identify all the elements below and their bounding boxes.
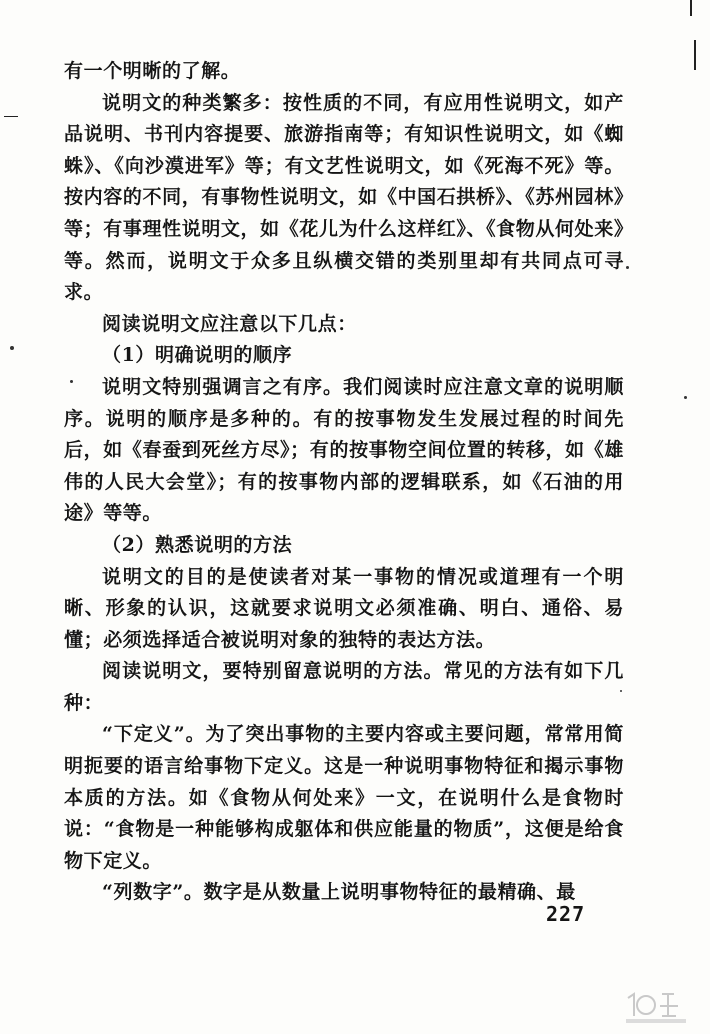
- paragraph-definition-method: “下定义”。为了突出事物的主要内容或主要问题，常常用简明扼要的语言给事物下定义。这是一种说明事物特征和揭示事物本质的方法。如《食物从何处来》一文，在说明什么是食物时说：“食物是一种能够构成躯体和供应能量的物质”，这便是给食物下定义。: [64, 723, 624, 872]
- paragraph-continuation: 有一个明晰的了解。: [64, 60, 241, 82]
- scan-speck: [684, 396, 687, 399]
- scan-speck: [620, 690, 622, 692]
- scan-edge-mark: [4, 116, 18, 117]
- watermark-logo-icon: [622, 986, 698, 1026]
- paragraph-purpose: 说明文的目的是使读者对某一事物的情况或道理有一个明晰、形象的认识，这就要求说明文必须准确、明白、通俗、易懂；必须选择适合被说明对象的独特的表达方法。: [64, 565, 624, 651]
- section-heading-methods: （2）熟悉说明的方法: [102, 533, 293, 556]
- paragraph-types-of-expository-writing: 说明文的种类繁多：按性质的不同，有应用性说明文，如产品说明、书刊内容提要、旅游指南等；有知识性说明文，如《蜘蛛》、《向沙漠进军》等；有文艺性说明文，如《死海不死》等。按内容的不同，有事物性说明文，如《中国石拱桥》、《苏州园林》等；有事理性说明文，如《花儿为什么这样红》、《食物从何处来》等。然而，说明文于众多且纵横交错的类别里却有共同点可寻求。: [64, 91, 624, 304]
- scan-speck: [70, 380, 73, 383]
- paragraph-reading-points-intro: 阅读说明文应注意以下几点：: [102, 312, 357, 335]
- scan-speck: [10, 346, 14, 350]
- scan-speck: [626, 266, 629, 269]
- page-body-text: [64, 56, 624, 909]
- paragraph-methods-intro: 阅读说明文，要特别留意说明的方法。常见的方法有如下几种：: [64, 660, 624, 714]
- page-number: 227: [546, 902, 586, 926]
- scan-edge-mark: [694, 40, 696, 70]
- paragraph-explanation-order: 说明文特别强调言之有序。我们阅读时应注意文章的说明顺序。说明的顺序是多种的。有的按事物发生发展过程的时间先后，如《春蚕到死丝方尽》；有的按事物空间位置的转移，如《雄伟的人民大会堂》；有的按事物内部的逻辑联系，如《石油的用途》等等。: [64, 375, 624, 525]
- paragraph-numbers-method: “列数字”。数字是从数量上说明事物特征的最精确、最: [102, 881, 576, 904]
- scan-edge-mark: [690, 0, 692, 16]
- section-heading-order: （1）明确说明的顺序: [102, 344, 293, 367]
